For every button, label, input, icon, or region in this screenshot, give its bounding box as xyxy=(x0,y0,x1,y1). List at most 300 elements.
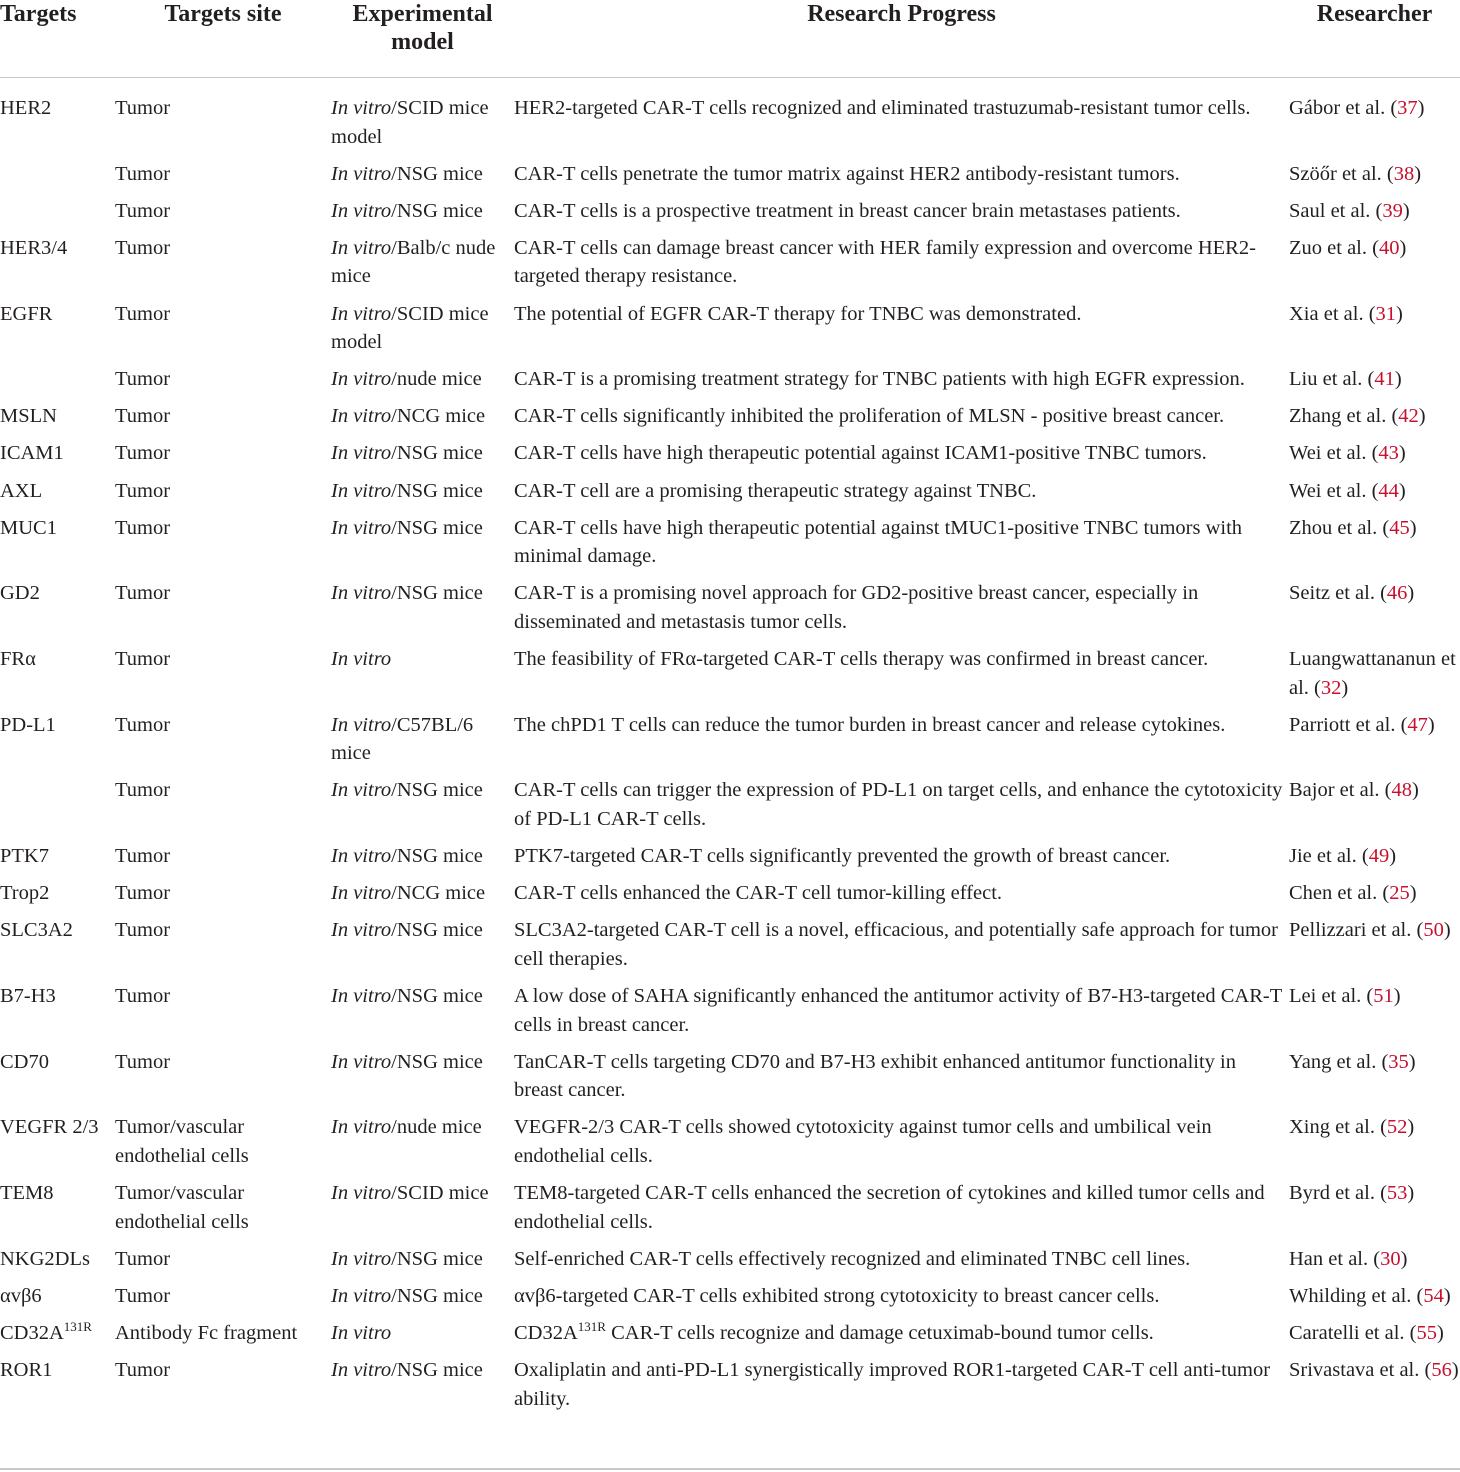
experimental-model xyxy=(331,711,514,768)
reference-link[interactable]: 48 xyxy=(1391,779,1412,802)
cell-site xyxy=(115,1175,331,1241)
model-in-vitro: In vitro xyxy=(331,919,392,942)
reference-link[interactable]: 53 xyxy=(1386,1182,1408,1204)
cell-target xyxy=(0,1109,115,1175)
cell-target xyxy=(0,912,115,978)
researcher xyxy=(1289,1319,1460,1348)
reference-link[interactable]: 40 xyxy=(1378,236,1400,259)
cell-progress xyxy=(514,193,1289,230)
researcher xyxy=(1289,645,1460,702)
research-progress xyxy=(514,1113,1289,1170)
model-detail: /NSG mice xyxy=(391,845,483,868)
cell-researcher xyxy=(1289,1352,1460,1418)
table-row xyxy=(0,193,1460,230)
cell-target xyxy=(0,772,115,838)
researcher-close-paren: ) xyxy=(1418,405,1426,428)
researcher-author: Lei et al. ( xyxy=(1289,984,1374,1007)
cell-researcher xyxy=(1289,912,1460,978)
header-model-line1: Experimental xyxy=(352,1,493,27)
cell-progress xyxy=(514,912,1289,978)
table-row xyxy=(0,1109,1460,1175)
reference-link[interactable]: 49 xyxy=(1368,845,1390,868)
researcher-close-paren: ) xyxy=(1407,1116,1415,1139)
reference-link[interactable]: 44 xyxy=(1378,479,1399,502)
model-in-vitro: In vitro xyxy=(331,1116,392,1139)
cell-target xyxy=(0,473,115,510)
researcher-close-paren: ) xyxy=(1393,984,1401,1007)
target-site: Tumor xyxy=(115,582,171,605)
researcher-close-paren: ) xyxy=(1414,162,1422,185)
cell-researcher xyxy=(1289,435,1460,472)
target-name: PD-L1 xyxy=(0,713,56,736)
cell-target xyxy=(0,1352,115,1418)
experimental-model xyxy=(331,776,514,805)
research-progress xyxy=(514,402,1289,431)
research-progress xyxy=(514,514,1289,571)
cell-researcher xyxy=(1289,230,1460,296)
progress-text: CAR-T is a promising treatment strategy for TNBC patients with high EGFR expression. xyxy=(514,368,1245,391)
cell-progress xyxy=(514,1241,1289,1278)
reference-link[interactable]: 42 xyxy=(1398,405,1419,428)
cell-model xyxy=(331,78,514,156)
cell-model xyxy=(331,1044,514,1110)
cell-model xyxy=(331,1109,514,1175)
header-model-line2: model xyxy=(391,29,454,55)
cell-model xyxy=(331,1175,514,1241)
model-detail: /NSG mice xyxy=(391,984,483,1007)
experimental-model xyxy=(331,1048,514,1077)
model-in-vitro: In vitro xyxy=(331,442,392,465)
researcher xyxy=(1289,711,1460,740)
researcher xyxy=(1289,402,1460,431)
cell-researcher xyxy=(1289,978,1460,1044)
target-name: GD2 xyxy=(0,582,40,605)
model-in-vitro: In vitro xyxy=(331,779,392,802)
reference-link[interactable]: 37 xyxy=(1397,97,1418,119)
table-body xyxy=(0,78,1460,1418)
progress-text: CAR-T cells significantly inhibited the proliferation of MLSN - positive breast cancer. xyxy=(514,405,1225,428)
progress-text: CAR-T cell are a promising therapeutic strategy against TNBC. xyxy=(514,479,1037,502)
research-progress xyxy=(514,776,1289,833)
experimental-model xyxy=(331,1245,514,1274)
progress-text: VEGFR-2/3 CAR-T cells showed cytotoxicity against tumor cells and umbilical vein endothelial cells. xyxy=(514,1116,1212,1167)
researcher-author: Wei et al. ( xyxy=(1289,442,1379,465)
model-in-vitro: In vitro xyxy=(331,713,392,736)
cell-model xyxy=(331,398,514,435)
researcher-author: Parriott et al. ( xyxy=(1289,713,1408,736)
model-in-vitro: In vitro xyxy=(331,984,392,1007)
researcher-author: Yang et al. ( xyxy=(1289,1050,1389,1073)
experimental-model xyxy=(331,477,514,506)
model-detail: /NSG mice xyxy=(391,1050,483,1073)
cell-site xyxy=(115,838,331,875)
researcher xyxy=(1289,1048,1460,1077)
cell-progress xyxy=(514,1044,1289,1110)
research-progress xyxy=(514,711,1289,740)
cell-site xyxy=(115,912,331,978)
researcher xyxy=(1289,982,1460,1011)
target-name: CD70 xyxy=(0,1050,49,1073)
table-row xyxy=(0,510,1460,576)
progress-text: HER2-targeted CAR-T cells recognized and eliminated trastuzumab-resistant tumor cells. xyxy=(514,97,1251,119)
researcher-close-paren: ) xyxy=(1398,442,1406,465)
experimental-model xyxy=(331,1282,514,1311)
target-site: Tumor/vascular endothelial cells xyxy=(115,1116,249,1167)
table-row xyxy=(0,435,1460,472)
cell-progress xyxy=(514,510,1289,576)
progress-text: CAR-T cells enhanced the CAR-T cell tumor-killing effect. xyxy=(514,882,1003,905)
researcher xyxy=(1289,477,1460,506)
cell-researcher xyxy=(1289,772,1460,838)
cell-target xyxy=(0,435,115,472)
experimental-model xyxy=(331,1356,514,1385)
target-name: EGFR xyxy=(0,302,53,325)
reference-link[interactable]: 32 xyxy=(1320,676,1342,699)
model-in-vitro: In vitro xyxy=(331,845,392,868)
researcher-close-paren: ) xyxy=(1407,1182,1415,1204)
cell-target xyxy=(0,296,115,362)
progress-text: The potential of EGFR CAR-T therapy for TNBC was demonstrated. xyxy=(514,302,1082,325)
researcher-close-paren: ) xyxy=(1402,199,1410,222)
model-in-vitro: In vitro xyxy=(331,405,392,428)
experimental-model xyxy=(331,842,514,871)
model-in-vitro: In vitro xyxy=(331,648,392,670)
target-site: Tumor xyxy=(115,845,171,868)
reference-link[interactable]: 35 xyxy=(1388,1050,1409,1073)
target-name: PTK7 xyxy=(0,845,49,868)
cell-model xyxy=(331,838,514,875)
cell-progress xyxy=(514,230,1289,296)
cell-researcher xyxy=(1289,1109,1460,1175)
cell-site xyxy=(115,398,331,435)
model-in-vitro: In vitro xyxy=(331,882,392,905)
target-name: TEM8 xyxy=(0,1182,54,1204)
target-name: ICAM1 xyxy=(0,442,64,465)
cell-progress xyxy=(514,78,1289,156)
cell-model xyxy=(331,473,514,510)
target-site: Tumor xyxy=(115,648,171,670)
cell-site xyxy=(115,875,331,912)
model-in-vitro: In vitro xyxy=(331,368,392,391)
target-site: Tumor xyxy=(115,882,171,905)
model-detail: /NSG mice xyxy=(391,1358,483,1381)
reference-link[interactable]: 41 xyxy=(1374,368,1395,391)
research-progress xyxy=(514,1179,1289,1236)
research-progress xyxy=(514,982,1289,1039)
cell-progress xyxy=(514,398,1289,435)
cell-target xyxy=(0,978,115,1044)
reference-link[interactable]: 38 xyxy=(1393,162,1415,185)
experimental-model xyxy=(331,1319,514,1348)
target-site: Tumor xyxy=(115,236,171,259)
cell-site xyxy=(115,641,331,707)
header-experimental-model xyxy=(331,0,514,78)
cell-progress xyxy=(514,978,1289,1044)
reference-link[interactable]: 46 xyxy=(1386,582,1408,605)
cell-researcher xyxy=(1289,296,1460,362)
experimental-model xyxy=(331,94,514,151)
target-site: Tumor xyxy=(115,516,171,539)
research-progress xyxy=(514,842,1289,871)
reference-link[interactable]: 45 xyxy=(1389,516,1410,539)
cell-researcher xyxy=(1289,473,1460,510)
model-detail: /NSG mice xyxy=(391,582,483,605)
experimental-model xyxy=(331,514,514,543)
cell-target xyxy=(0,1315,115,1352)
cell-target xyxy=(0,361,115,398)
target-name: B7-H3 xyxy=(0,984,56,1007)
cell-target xyxy=(0,838,115,875)
table-row xyxy=(0,1044,1460,1110)
cell-site xyxy=(115,978,331,1044)
target-name: AXL xyxy=(0,479,43,502)
model-detail: /SCID mice model xyxy=(331,302,489,354)
progress-text: CAR-T cells penetrate the tumor matrix against HER2 antibody-resistant tumors. xyxy=(514,162,1180,185)
researcher-author: Szöőr et al. ( xyxy=(1289,162,1394,185)
header-row xyxy=(0,0,1460,78)
cell-target xyxy=(0,1175,115,1241)
progress-text: Oxaliplatin and anti-PD-L1 synergistically improved ROR1-targeted CAR-T cell anti-tumor ability. xyxy=(514,1358,1271,1410)
researcher-close-paren: ) xyxy=(1417,97,1425,119)
researcher-author: Zuo et al. ( xyxy=(1289,236,1379,259)
model-in-vitro: In vitro xyxy=(331,97,392,119)
researcher xyxy=(1289,1179,1460,1208)
cell-site xyxy=(115,296,331,362)
header-researcher: Researcher xyxy=(1316,1,1433,27)
target-site: Tumor xyxy=(115,919,171,942)
cell-progress xyxy=(514,1315,1289,1352)
reference-link[interactable]: 52 xyxy=(1386,1116,1408,1139)
target-site: Tumor xyxy=(115,199,171,222)
researcher xyxy=(1289,1356,1460,1385)
model-detail: /NSG mice xyxy=(391,442,483,465)
cell-site xyxy=(115,510,331,576)
reference-link[interactable]: 39 xyxy=(1382,199,1403,222)
researcher xyxy=(1289,160,1460,189)
model-in-vitro: In vitro xyxy=(331,1050,392,1073)
model-detail: /NCG mice xyxy=(391,405,486,428)
table-row xyxy=(0,156,1460,193)
cell-site xyxy=(115,156,331,193)
target-site: Tumor xyxy=(115,1358,171,1381)
cell-model xyxy=(331,978,514,1044)
table-row xyxy=(0,296,1460,362)
model-detail: /NSG mice xyxy=(391,162,483,185)
model-in-vitro: In vitro xyxy=(331,1284,392,1307)
research-progress xyxy=(514,94,1289,123)
researcher xyxy=(1289,1282,1460,1311)
reference-link[interactable]: 47 xyxy=(1407,713,1428,736)
model-in-vitro: In vitro xyxy=(331,162,392,185)
table-row xyxy=(0,978,1460,1044)
target-site: Tumor xyxy=(115,442,171,465)
target-site: Tumor xyxy=(115,97,171,119)
researcher xyxy=(1289,1113,1460,1142)
model-in-vitro: In vitro xyxy=(331,479,392,502)
researcher-close-paren: ) xyxy=(1399,236,1407,259)
table-row xyxy=(0,1241,1460,1278)
progress-prefix: CD32A xyxy=(514,1321,578,1344)
cell-researcher xyxy=(1289,156,1460,193)
cell-progress xyxy=(514,473,1289,510)
model-in-vitro: In vitro xyxy=(331,302,392,325)
cell-site xyxy=(115,1278,331,1315)
research-progress xyxy=(514,1319,1289,1348)
researcher xyxy=(1289,514,1460,543)
research-progress xyxy=(514,579,1289,636)
experimental-model xyxy=(331,879,514,908)
progress-text: αvβ6-targeted CAR-T cells exhibited strong cytotoxicity to breast cancer cells. xyxy=(514,1284,1160,1307)
bottom-rule xyxy=(0,1468,1460,1470)
progress-text: The feasibility of FRα-targeted CAR-T cells therapy was confirmed in breast cancer. xyxy=(514,648,1209,670)
research-progress xyxy=(514,300,1289,329)
researcher-close-paren: ) xyxy=(1411,779,1419,802)
cell-site xyxy=(115,361,331,398)
target-site: Tumor xyxy=(115,713,171,736)
experimental-model xyxy=(331,916,514,945)
researcher-author: Jie et al. ( xyxy=(1289,845,1369,868)
cell-model xyxy=(331,296,514,362)
researcher-author: Chen et al. ( xyxy=(1289,882,1390,905)
reference-link[interactable]: 30 xyxy=(1380,1247,1401,1270)
cell-site xyxy=(115,1109,331,1175)
researcher xyxy=(1289,579,1460,608)
cell-researcher xyxy=(1289,361,1460,398)
reference-link[interactable]: 51 xyxy=(1373,984,1394,1007)
model-detail: /nude mice xyxy=(391,1116,482,1139)
target-name: HER3/4 xyxy=(0,236,68,259)
cell-model xyxy=(331,510,514,576)
experimental-model xyxy=(331,579,514,608)
cell-progress xyxy=(514,875,1289,912)
cell-researcher xyxy=(1289,1315,1460,1352)
model-detail: /NCG mice xyxy=(391,882,486,905)
progress-text: PTK7-targeted CAR-T cells significantly prevented the growth of breast cancer. xyxy=(514,845,1171,868)
cell-researcher xyxy=(1289,510,1460,576)
model-detail: /Balb/c nude mice xyxy=(331,236,496,288)
reference-link[interactable]: 50 xyxy=(1423,919,1444,942)
researcher-author: Gábor et al. ( xyxy=(1289,97,1398,119)
researcher-close-paren: ) xyxy=(1394,368,1402,391)
model-in-vitro: In vitro xyxy=(331,516,392,539)
target-name: MUC1 xyxy=(0,516,57,539)
cell-researcher xyxy=(1289,1278,1460,1315)
table-row xyxy=(0,361,1460,398)
researcher-close-paren: ) xyxy=(1389,845,1397,868)
researcher-close-paren: ) xyxy=(1407,582,1415,605)
model-in-vitro: In vitro xyxy=(331,236,392,259)
target-site: Tumor xyxy=(115,1284,171,1307)
cell-researcher xyxy=(1289,398,1460,435)
table-row xyxy=(0,912,1460,978)
cell-progress xyxy=(514,361,1289,398)
model-detail: /NSG mice xyxy=(391,1247,483,1270)
researcher xyxy=(1289,776,1460,805)
experimental-model xyxy=(331,439,514,468)
reference-link[interactable]: 43 xyxy=(1378,442,1399,465)
cell-site xyxy=(115,1241,331,1278)
experimental-model xyxy=(331,1179,514,1208)
cell-model xyxy=(331,1352,514,1418)
cell-site xyxy=(115,435,331,472)
cell-model xyxy=(331,875,514,912)
cell-model xyxy=(331,1278,514,1315)
target-name: HER2 xyxy=(0,97,52,119)
cell-target xyxy=(0,510,115,576)
reference-link[interactable]: 31 xyxy=(1375,302,1397,325)
cell-progress xyxy=(514,1278,1289,1315)
reference-link[interactable]: 56 xyxy=(1431,1358,1452,1381)
model-detail: /NSG mice xyxy=(391,1284,483,1307)
cell-progress xyxy=(514,156,1289,193)
model-detail: /NSG mice xyxy=(391,779,483,802)
target-site: Tumor xyxy=(115,779,171,802)
researcher-author: Zhang et al. ( xyxy=(1289,405,1399,428)
research-progress xyxy=(514,197,1289,226)
progress-text: CAR-T cells have high therapeutic potential against tMUC1-positive TNBC tumors with minimal damage. xyxy=(514,516,1243,568)
cell-progress xyxy=(514,838,1289,875)
cell-researcher xyxy=(1289,575,1460,641)
target-site: Tumor xyxy=(115,1050,171,1073)
table-row xyxy=(0,1352,1460,1418)
cell-target xyxy=(0,1241,115,1278)
table-row xyxy=(0,772,1460,838)
reference-link[interactable]: 25 xyxy=(1389,882,1410,905)
reference-link[interactable]: 55 xyxy=(1416,1321,1437,1344)
researcher-author: Bajor et al. ( xyxy=(1289,779,1392,802)
cell-model xyxy=(331,641,514,707)
experimental-model xyxy=(331,197,514,226)
researcher xyxy=(1289,439,1460,468)
researcher-close-paren: ) xyxy=(1398,479,1406,502)
researcher-close-paren: ) xyxy=(1409,516,1417,539)
header-targets-site: Targets site xyxy=(164,1,282,27)
researcher-author: Wei et al. ( xyxy=(1289,479,1379,502)
experimental-model xyxy=(331,1113,514,1142)
model-in-vitro: In vitro xyxy=(331,1358,392,1381)
researcher-close-paren: ) xyxy=(1443,1284,1451,1307)
researcher-author: Byrd et al. ( xyxy=(1289,1182,1387,1204)
target-site: Tumor xyxy=(115,368,171,391)
progress-text: CAR-T cells recognize and damage cetuximab-bound tumor cells. xyxy=(605,1321,1154,1344)
researcher xyxy=(1289,94,1460,123)
cell-researcher xyxy=(1289,78,1460,156)
researcher xyxy=(1289,879,1460,908)
progress-text: TEM8-targeted CAR-T cells enhanced the secretion of cytokines and killed tumor cells and endothelial cells. xyxy=(514,1182,1265,1233)
header-targets: Targets xyxy=(0,1,77,27)
research-progress xyxy=(514,645,1289,674)
cell-target xyxy=(0,1044,115,1110)
cell-progress xyxy=(514,707,1289,773)
header-research-progress: Research Progress xyxy=(807,1,996,27)
researcher xyxy=(1289,234,1460,263)
cell-progress xyxy=(514,435,1289,472)
progress-text: CAR-T cells have high therapeutic potential against ICAM1-positive TNBC tumors. xyxy=(514,442,1207,465)
researcher-close-paren: ) xyxy=(1341,676,1349,699)
researcher-author: Whilding et al. ( xyxy=(1289,1284,1424,1307)
target-name: NKG2DLs xyxy=(0,1247,90,1270)
cell-progress xyxy=(514,641,1289,707)
researcher xyxy=(1289,842,1460,871)
cell-model xyxy=(331,361,514,398)
cell-site xyxy=(115,707,331,773)
cell-model xyxy=(331,193,514,230)
cell-site xyxy=(115,193,331,230)
progress-text: Self-enriched CAR-T cells effectively recognized and eliminated TNBC cell lines. xyxy=(514,1247,1191,1270)
target-name: SLC3A2 xyxy=(0,919,73,942)
reference-link[interactable]: 54 xyxy=(1423,1284,1444,1307)
researcher xyxy=(1289,365,1460,394)
